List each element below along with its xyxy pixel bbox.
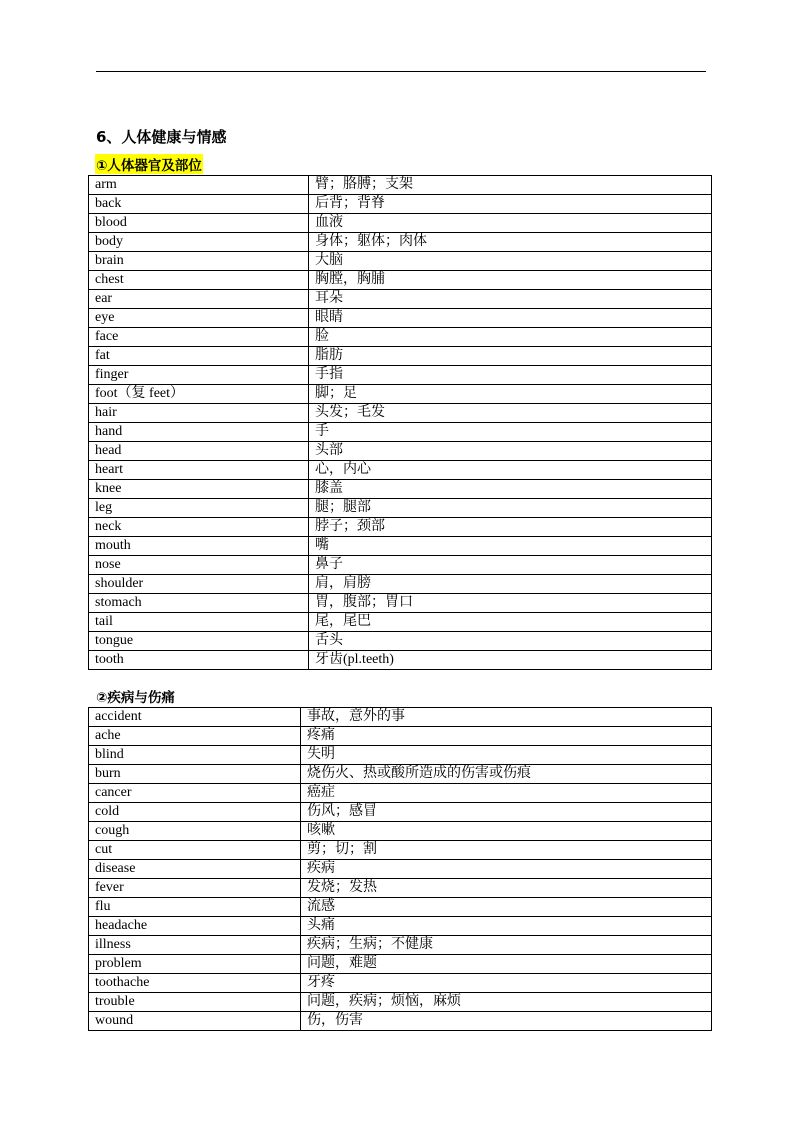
table-row <box>89 955 712 974</box>
chinese-meaning: 疼痛 <box>301 727 712 746</box>
subsection-heading-diseases: ②疾病与伤痛 <box>96 690 175 706</box>
english-word: eye <box>89 309 309 328</box>
english-word: burn <box>89 765 301 784</box>
table-row <box>89 518 712 537</box>
table-row <box>89 784 712 803</box>
chinese-meaning: 后背；背脊 <box>309 195 712 214</box>
table-row <box>89 328 712 347</box>
chinese-meaning: 事故，意外的事 <box>301 708 712 727</box>
vocab-table-organs <box>88 175 712 670</box>
chinese-meaning: 问题，疾病；烦恼，麻烦 <box>301 993 712 1012</box>
table-row <box>89 765 712 784</box>
table-row <box>89 214 712 233</box>
chinese-meaning: 眼睛 <box>309 309 712 328</box>
table-row <box>89 936 712 955</box>
table-row <box>89 879 712 898</box>
english-word: blood <box>89 214 309 233</box>
english-word: tail <box>89 613 309 632</box>
table-row <box>89 993 712 1012</box>
chinese-meaning: 胸膛，胸脯 <box>309 271 712 290</box>
table-row <box>89 404 712 423</box>
table-row <box>89 575 712 594</box>
english-word: chest <box>89 271 309 290</box>
chinese-meaning: 疾病 <box>301 860 712 879</box>
chinese-meaning: 问题，难题 <box>301 955 712 974</box>
chinese-meaning: 尾，尾巴 <box>309 613 712 632</box>
table-row <box>89 442 712 461</box>
chinese-meaning: 脂肪 <box>309 347 712 366</box>
table-row <box>89 366 712 385</box>
english-word: finger <box>89 366 309 385</box>
english-word: body <box>89 233 309 252</box>
english-word: cancer <box>89 784 301 803</box>
english-word: brain <box>89 252 309 271</box>
english-word: mouth <box>89 537 309 556</box>
chinese-meaning: 头发；毛发 <box>309 404 712 423</box>
table-row <box>89 613 712 632</box>
chinese-meaning: 剪；切；割 <box>301 841 712 860</box>
english-word: foot（复 feet） <box>89 385 309 404</box>
table-row <box>89 974 712 993</box>
header-rule <box>96 71 706 72</box>
chinese-meaning: 脸 <box>309 328 712 347</box>
chinese-meaning: 大脑 <box>309 252 712 271</box>
chinese-meaning: 失明 <box>301 746 712 765</box>
chinese-meaning: 腿；腿部 <box>309 499 712 518</box>
english-word: heart <box>89 461 309 480</box>
english-word: problem <box>89 955 301 974</box>
chinese-meaning: 脖子；颈部 <box>309 518 712 537</box>
table-row <box>89 290 712 309</box>
table-row <box>89 651 712 670</box>
english-word: tongue <box>89 632 309 651</box>
table-row <box>89 499 712 518</box>
chinese-meaning: 胃，腹部；胃口 <box>309 594 712 613</box>
chinese-meaning: 疾病；生病；不健康 <box>301 936 712 955</box>
table-row <box>89 803 712 822</box>
chinese-meaning: 烧伤火、热或酸所造成的伤害或伤痕 <box>301 765 712 784</box>
table-row <box>89 176 712 195</box>
table-row <box>89 746 712 765</box>
english-word: tooth <box>89 651 309 670</box>
chinese-meaning: 肩，肩膀 <box>309 575 712 594</box>
chinese-meaning: 脚；足 <box>309 385 712 404</box>
table-row <box>89 727 712 746</box>
english-word: shoulder <box>89 575 309 594</box>
table-row <box>89 195 712 214</box>
table-row <box>89 917 712 936</box>
chinese-meaning: 心，内心 <box>309 461 712 480</box>
english-word: cough <box>89 822 301 841</box>
chinese-meaning: 膝盖 <box>309 480 712 499</box>
english-word: nose <box>89 556 309 575</box>
table-row <box>89 461 712 480</box>
english-word: headache <box>89 917 301 936</box>
english-word: ache <box>89 727 301 746</box>
english-word: illness <box>89 936 301 955</box>
chinese-meaning: 手指 <box>309 366 712 385</box>
chinese-meaning: 鼻子 <box>309 556 712 575</box>
subsection-heading-organs: ①人体器官及部位 <box>95 154 203 174</box>
chinese-meaning: 癌症 <box>301 784 712 803</box>
table-row <box>89 233 712 252</box>
chinese-meaning: 嘴 <box>309 537 712 556</box>
english-word: fever <box>89 879 301 898</box>
chinese-meaning: 血液 <box>309 214 712 233</box>
chinese-meaning: 耳朵 <box>309 290 712 309</box>
english-word: hand <box>89 423 309 442</box>
table-row <box>89 309 712 328</box>
chinese-meaning: 伤，伤害 <box>301 1012 712 1031</box>
english-word: ear <box>89 290 309 309</box>
english-word: back <box>89 195 309 214</box>
chinese-meaning: 流感 <box>301 898 712 917</box>
english-word: accident <box>89 708 301 727</box>
english-word: disease <box>89 860 301 879</box>
english-word: hair <box>89 404 309 423</box>
table-row <box>89 632 712 651</box>
english-word: wound <box>89 1012 301 1031</box>
chinese-meaning: 舌头 <box>309 632 712 651</box>
table-row <box>89 556 712 575</box>
chinese-meaning: 牙齿(pl.teeth) <box>309 651 712 670</box>
english-word: cut <box>89 841 301 860</box>
table-row <box>89 385 712 404</box>
table-row <box>89 480 712 499</box>
english-word: cold <box>89 803 301 822</box>
english-word: leg <box>89 499 309 518</box>
english-word: head <box>89 442 309 461</box>
english-word: trouble <box>89 993 301 1012</box>
vocab-table-diseases <box>88 707 712 1031</box>
table-row <box>89 841 712 860</box>
table-row <box>89 423 712 442</box>
table-row <box>89 898 712 917</box>
table-row <box>89 708 712 727</box>
english-word: fat <box>89 347 309 366</box>
table-row <box>89 347 712 366</box>
chinese-meaning: 手 <box>309 423 712 442</box>
section-title: 6、人体健康与情感 <box>96 128 227 146</box>
table-row <box>89 822 712 841</box>
table-row <box>89 252 712 271</box>
english-word: flu <box>89 898 301 917</box>
table-row <box>89 1012 712 1031</box>
english-word: stomach <box>89 594 309 613</box>
chinese-meaning: 咳嗽 <box>301 822 712 841</box>
chinese-meaning: 臂；胳膊；支架 <box>309 176 712 195</box>
english-word: arm <box>89 176 309 195</box>
english-word: blind <box>89 746 301 765</box>
table-row <box>89 537 712 556</box>
english-word: neck <box>89 518 309 537</box>
english-word: toothache <box>89 974 301 993</box>
english-word: face <box>89 328 309 347</box>
chinese-meaning: 身体；躯体；肉体 <box>309 233 712 252</box>
table-row <box>89 271 712 290</box>
chinese-meaning: 牙疼 <box>301 974 712 993</box>
chinese-meaning: 发烧；发热 <box>301 879 712 898</box>
chinese-meaning: 头痛 <box>301 917 712 936</box>
table-row <box>89 860 712 879</box>
chinese-meaning: 头部 <box>309 442 712 461</box>
chinese-meaning: 伤风；感冒 <box>301 803 712 822</box>
english-word: knee <box>89 480 309 499</box>
table-row <box>89 594 712 613</box>
